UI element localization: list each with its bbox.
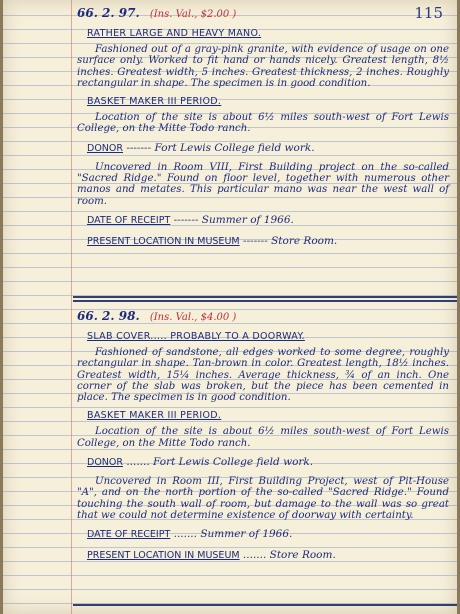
donor-separator: ....... — [122, 456, 154, 469]
receipt-date-separator: ------- — [170, 213, 202, 226]
culture-period: BASKET MAKER III PERIOD. — [87, 96, 222, 108]
museum-location-label: PRESENT LOCATION IN MUSEUM — [87, 235, 240, 247]
entry-header — [77, 306, 449, 326]
item-title: RATHER LARGE AND HEAVY MANO. — [87, 28, 262, 39]
margin-line — [71, 0, 72, 614]
donor-label: DONOR — [87, 457, 123, 469]
site-location: Location of the site is about 6½ miles south-west of Fort Lewis College, on the Mitte Todo ranch. — [77, 426, 449, 449]
museum-location-value: Store Room. — [271, 234, 338, 247]
museum-location-separator: ------- — [239, 234, 272, 247]
catalog-entry — [77, 306, 449, 569]
insured-value: (Ins. Val., $4.00 ) — [149, 312, 237, 323]
donor-value: Fort Lewis College field work. — [153, 456, 314, 469]
catalog-number: 66. 2. 98. — [77, 309, 140, 323]
receipt-date-value: Summer of 1966. — [200, 528, 293, 541]
museum-location-line — [87, 548, 449, 563]
entry-header — [77, 3, 449, 23]
ledger-page — [3, 0, 457, 614]
museum-location-label: PRESENT LOCATION IN MUSEUM — [87, 550, 240, 562]
receipt-date-label: DATE OF RECEIPT — [87, 214, 171, 226]
find-context: Uncovered in Room VIII, First Building project on the so-called "Sacred Ridge." Found on floor level, together with numerous other manos and metates. This particular mano was near the west wall of room. — [77, 161, 449, 207]
entry-divider — [73, 300, 457, 302]
receipt-date-label: DATE OF RECEIPT — [87, 529, 171, 541]
insured-value: (Ins. Val., $2.00 ) — [149, 9, 237, 20]
museum-location-separator: ....... — [239, 549, 270, 562]
museum-location-line — [87, 234, 449, 249]
item-description: Fashioned out of a gray-pink granite, with evidence of usage on one surface only. Worked to fit hand or hands nicely. Greatest length, 8½ inches. Greatest width, 5 inches. Greatest thickness, 2 inches. Roughly rectangular in shape. The specimen is in good condition. — [77, 44, 449, 89]
receipt-date-value: Summer of 1966. — [201, 213, 294, 226]
catalog-number: 66. 2. 97. — [77, 6, 140, 20]
entry-divider — [73, 296, 457, 298]
donor-label: DONOR — [87, 142, 123, 154]
receipt-date-separator: ....... — [170, 528, 201, 541]
donor-line — [87, 455, 449, 470]
find-context: Uncovered in Room III, First Building Project, west of Pit-House "A", and on the north portion of the so-called "Sacred Ridge." Found touching the south wall of room, but damage to the wall was so great that we could not determine existence of doorway with certainty. — [77, 476, 449, 521]
entry-divider — [73, 604, 457, 606]
donor-separator: ------- — [122, 141, 155, 154]
receipt-date-line — [87, 527, 449, 542]
catalog-entry — [77, 3, 449, 255]
receipt-date-line — [87, 213, 449, 228]
culture-period: BASKET MAKER III PERIOD. — [87, 410, 222, 422]
donor-value: Fort Lewis College field work. — [154, 141, 315, 154]
museum-location-value: Store Room. — [269, 549, 336, 562]
page-number: 115 — [414, 4, 443, 22]
item-description: Fashioned of sandstone, all edges worked to some degree, roughly rectangular in shape. Tan-brown in color. Greatest length, 18½ inches. Greatest width, 15¼ inches. Average thickness, ¾ of an inch. One corner of the slab was broken, but the piece has been cemented in place. The specimen is in good condition. — [77, 347, 449, 404]
site-location: Location of the site is about 6½ miles south-west of Fort Lewis College, on the Mitte Todo ranch. — [77, 112, 449, 135]
donor-line — [87, 141, 449, 156]
item-title: SLAB COVER..... PROBABLY TO A DOORWAY. — [87, 331, 305, 342]
